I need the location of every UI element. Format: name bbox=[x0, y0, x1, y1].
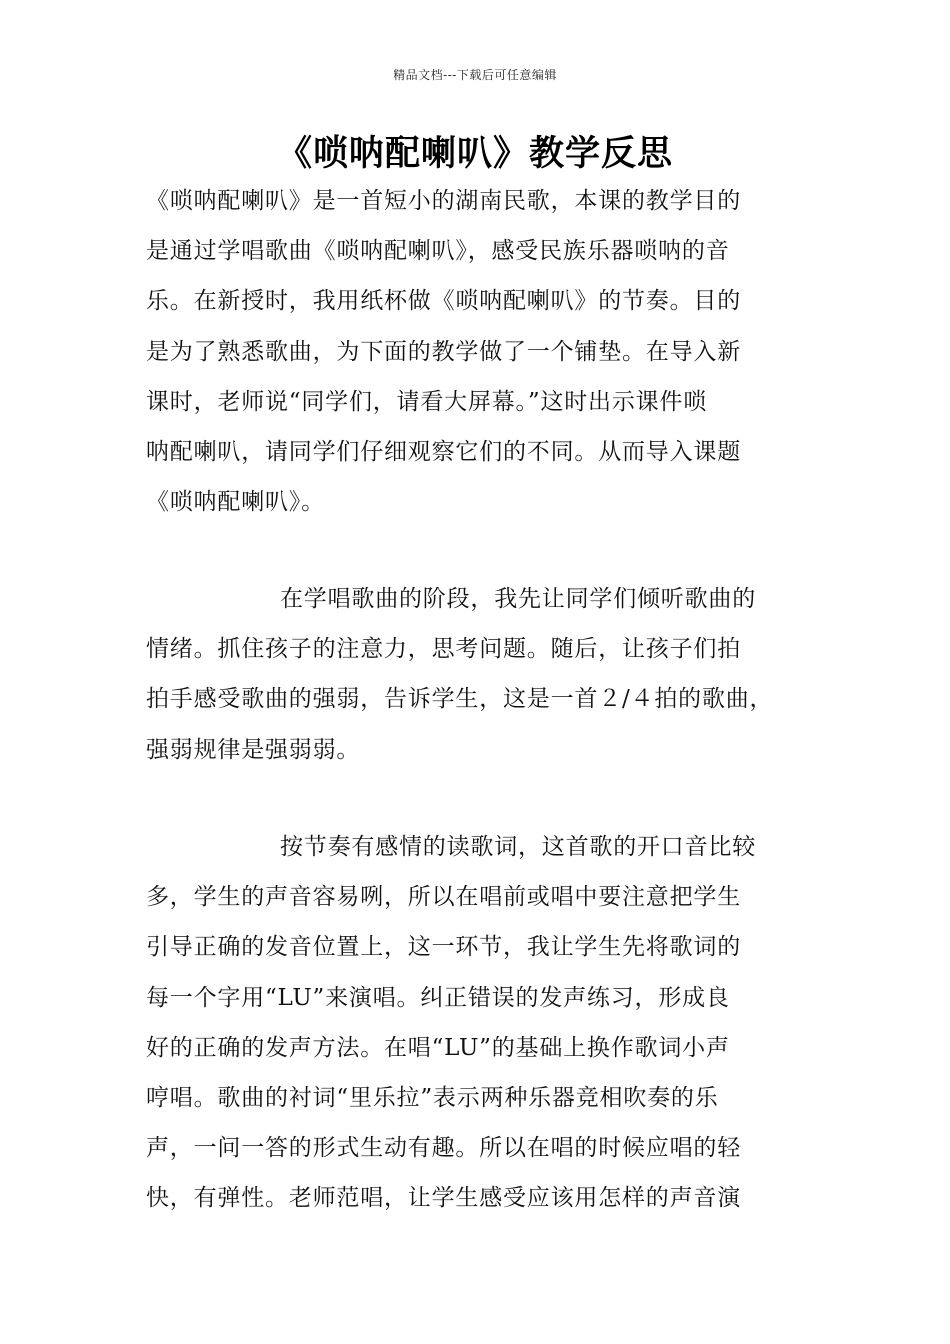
header-note: 精品文档---下载后可任意编辑 bbox=[393, 68, 557, 82]
text-line: 好的正确的发声方法。在唱“LU”的基础上换作歌词小声 bbox=[146, 1034, 730, 1061]
text-line: 课时，老师说“同学们，请看大屏幕。”这时出示课件唢 bbox=[146, 388, 708, 415]
text-line: 每一个字用“LU”来演唱。纠正错误的发声练习，形成良 bbox=[146, 984, 730, 1011]
paragraph-reading-lyrics bbox=[146, 822, 822, 1224]
text-line: 哼唱。歌曲的衬词“里乐拉”表示两种乐器竞相吹奏的乐 bbox=[146, 1084, 719, 1111]
text-line: 拍手感受歌曲的强弱，告诉学生，这是一首２/４拍的歌曲， bbox=[146, 686, 774, 713]
text-line: 声，一问一答的形式生动有趣。所以在唱的时候应唱的轻 bbox=[146, 1135, 741, 1162]
text-line: 《唢呐配喇叭》是一首短小的湖南民歌，本课的教学目的 bbox=[146, 188, 741, 214]
paragraph-singing-stage bbox=[146, 574, 822, 775]
text-line: 多，学生的声音容易咧，所以在唱前或唱中要注意把学生 bbox=[146, 884, 741, 911]
text-line: 乐。在新授时，我用纸杯做《唢呐配喇叭》的节奏。目的 bbox=[146, 288, 741, 315]
document-title: 《唢呐配喇叭》教学反思 bbox=[276, 134, 673, 174]
text-line: 引导正确的发音位置上，这一环节，我让学生先将歌词的 bbox=[146, 934, 741, 961]
text-line: 呐配喇叭，请同学们仔细观察它们的不同。从而导入课题 bbox=[146, 438, 741, 465]
text-line: 情绪。抓住孩子的注意力，思考问题。随后，让孩子们拍 bbox=[146, 636, 741, 663]
paragraph-intro bbox=[146, 176, 822, 527]
text-line: 快，有弹性。老师范唱，让学生感受应该用怎样的声音演 bbox=[146, 1185, 741, 1212]
text-line: 《唢呐配喇叭》。 bbox=[146, 489, 325, 516]
text-line: 按节奏有感情的读歌词，这首歌的开口音比较 bbox=[280, 834, 756, 860]
text-line: 在学唱歌曲的阶段，我先让同学们倾听歌曲的 bbox=[280, 586, 756, 612]
text-line: 强弱规律是强弱弱。 bbox=[146, 736, 361, 763]
text-line: 是为了熟悉歌曲，为下面的教学做了一个铺垫。在导入新 bbox=[146, 338, 741, 365]
text-line: 是通过学唱歌曲《唢呐配喇叭》，感受民族乐器唢呐的音 bbox=[146, 238, 730, 265]
